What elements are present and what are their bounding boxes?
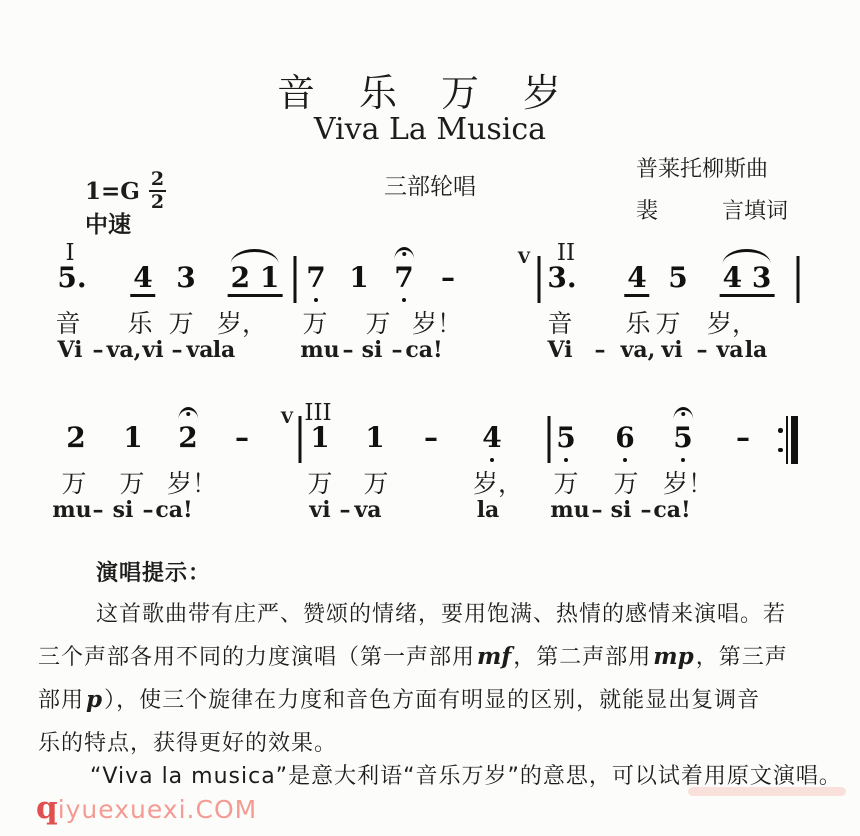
- note: [176, 261, 196, 294]
- lyric-en: va: [716, 337, 744, 363]
- note: [178, 421, 198, 454]
- voice-label-1: I: [65, 240, 75, 266]
- lyric-en: vi: [142, 337, 164, 363]
- form-label: 三部轮唱: [384, 174, 476, 200]
- breath-mark: V: [280, 408, 294, 427]
- note: [615, 421, 635, 454]
- lyric-en: mu: [300, 337, 340, 363]
- lyric-cn: 万: [307, 469, 333, 498]
- note-digit: 2 1: [228, 264, 283, 297]
- tips-text: ，第三声: [695, 645, 788, 670]
- lyric-cn: 万: [61, 469, 87, 498]
- lyric-en: –: [339, 497, 351, 523]
- lyric-en: –: [391, 337, 403, 363]
- note: [57, 261, 87, 294]
- lyric-en: la: [744, 337, 768, 363]
- note: [482, 421, 502, 454]
- note-digit: 5.: [57, 261, 87, 294]
- note-digit: –: [235, 421, 249, 454]
- note: [123, 421, 143, 454]
- note-digit: 2: [178, 421, 198, 454]
- lyric-en: la: [476, 497, 500, 523]
- lyricist-rest: 言填词: [721, 199, 788, 224]
- lyric-en: –: [594, 337, 606, 363]
- lyric-en: si: [361, 337, 383, 363]
- note-group: [720, 261, 775, 297]
- barline: [797, 256, 800, 303]
- lyric-en: ca!: [405, 337, 443, 363]
- note-digit: 4: [624, 264, 649, 297]
- voice-label-3: III: [304, 400, 332, 426]
- end-repeat-barline: [778, 416, 798, 464]
- lyric-en: Vi: [547, 337, 573, 363]
- note: [130, 261, 155, 297]
- voice-label-2: II: [556, 240, 576, 266]
- note-digit: 4 3: [720, 264, 775, 297]
- lyric-cn: 岁！: [166, 469, 218, 498]
- lyric-en: ca!: [155, 497, 193, 523]
- lyric-en: –: [142, 497, 154, 523]
- lyric-cn: 万: [553, 469, 579, 498]
- tempo-marking: 中速: [85, 212, 131, 238]
- tips-text: ，第二声部用: [513, 645, 652, 670]
- lyric-cn: 万: [655, 309, 681, 338]
- credits: [636, 152, 788, 225]
- note-digit: –: [736, 421, 750, 454]
- note-digit: 1: [310, 421, 330, 454]
- tips-line: 乐的特点，获得更好的效果。: [38, 731, 338, 756]
- lyric-en: –: [696, 337, 708, 363]
- page-subtitle: Viva La Musica: [313, 112, 547, 147]
- note-digit: –: [441, 261, 455, 294]
- watermark-q: q: [36, 790, 58, 826]
- note: [66, 421, 86, 454]
- lyric-en: mu: [550, 497, 590, 523]
- note-digit: 4: [130, 264, 155, 297]
- tips-text: 部用: [38, 688, 85, 713]
- note: [394, 261, 414, 294]
- score-system-1: [0, 238, 860, 378]
- lyric-en: ca!: [653, 497, 691, 523]
- note-group: [228, 261, 283, 297]
- lyric-cn: 万: [168, 309, 194, 338]
- watermark-smudge: [688, 787, 846, 796]
- tips-line: [38, 640, 788, 671]
- lyric-cn: 岁！: [411, 309, 463, 338]
- lyric-en: va: [354, 497, 382, 523]
- page-title: 音乐万岁: [276, 71, 605, 115]
- note-digit: 7: [306, 261, 326, 294]
- thick-barline: [791, 416, 798, 464]
- time-signature-numerator: 2: [150, 168, 165, 190]
- note: [547, 261, 577, 294]
- lyric-en: la: [212, 337, 236, 363]
- lyric-en: mu: [52, 497, 92, 523]
- lyric-en: –: [92, 337, 104, 363]
- composer-credit: 普莱托柳斯曲: [636, 157, 769, 182]
- fermata-icon: [394, 247, 414, 260]
- lyricist-credit: [636, 194, 788, 225]
- site-watermark: [36, 790, 257, 826]
- lyric-cn: 万: [365, 309, 391, 338]
- note-digit: 7: [394, 261, 414, 294]
- lyricist-surname: 裴: [636, 199, 659, 224]
- lyric-cn: 万: [119, 469, 145, 498]
- lyric-en: va,: [106, 337, 142, 363]
- tips-line: “Viva la musica”是意大利语“音乐万岁”的意思，可以试着用原文演唱。: [90, 764, 842, 789]
- lyric-cn: 乐: [127, 309, 153, 338]
- lyric-cn: 岁，: [216, 309, 268, 338]
- repeat-dots-icon: [778, 426, 783, 454]
- lyric-en: –: [92, 497, 104, 523]
- lyric-en: –: [640, 497, 652, 523]
- dynamic-mf: mf: [477, 643, 512, 670]
- tips-line: [38, 683, 760, 714]
- key-label: 1=G: [85, 177, 140, 205]
- breath-mark: V: [517, 248, 531, 267]
- note-digit: 5: [673, 421, 693, 454]
- thin-barline: [786, 416, 789, 464]
- note: [365, 421, 385, 454]
- lyric-en: va,: [620, 337, 656, 363]
- lyric-cn: 万: [613, 469, 639, 498]
- note-digit: 1: [365, 421, 385, 454]
- score-system-2: [0, 398, 860, 538]
- time-signature-denominator: 2: [150, 191, 165, 213]
- lyric-en: si: [112, 497, 134, 523]
- note: [673, 421, 693, 454]
- lyric-en: vi: [661, 337, 683, 363]
- tips-heading: 演唱提示：: [96, 561, 212, 586]
- barline: [294, 256, 297, 303]
- barline: [538, 256, 541, 303]
- note-dash: [424, 421, 438, 454]
- lyric-cn: 音: [547, 309, 573, 338]
- fermata-icon: [178, 407, 198, 420]
- note: [668, 261, 688, 294]
- note-digit: 4: [482, 421, 502, 454]
- note-digit: 3: [176, 261, 196, 294]
- watermark-domain: iyuexuexi.COM: [57, 795, 258, 824]
- note-digit: 5: [668, 261, 688, 294]
- lyric-en: va: [186, 337, 214, 363]
- note-digit: 1: [349, 261, 369, 294]
- dynamic-p: p: [86, 686, 103, 713]
- lyric-en: –: [591, 497, 603, 523]
- note-digit: 5: [556, 421, 576, 454]
- note-digit: 6: [615, 421, 635, 454]
- note-digit: 2: [66, 421, 86, 454]
- lyric-cn: 音: [55, 309, 81, 338]
- lyric-cn: 岁！: [662, 469, 714, 498]
- note-dash: [441, 261, 455, 294]
- barline: [548, 416, 551, 463]
- tips-text: ），使三个旋律在力度和音色方面有明显的区别，就能显出复调音: [104, 688, 761, 713]
- lyric-en: –: [342, 337, 354, 363]
- lyric-cn: 万: [363, 469, 389, 498]
- tips-line: 这首歌曲带有庄严、赞颂的情绪，要用饱满、热情的感情来演唱。若: [96, 602, 787, 627]
- fermata-icon: [673, 407, 693, 420]
- note: [349, 261, 369, 294]
- note-digit: 1: [123, 421, 143, 454]
- lyric-en: –: [171, 337, 183, 363]
- note-dash: [235, 421, 249, 454]
- note-digit: –: [424, 421, 438, 454]
- note-dash: [736, 421, 750, 454]
- dynamic-mp: mp: [653, 643, 694, 670]
- lyric-en: si: [610, 497, 632, 523]
- barline: [299, 416, 302, 463]
- lyric-cn: 岁，: [706, 309, 758, 338]
- note: [306, 261, 326, 294]
- note: [624, 261, 649, 297]
- tips-text: 三个声部各用不同的力度演唱（第一声部用: [38, 645, 476, 670]
- note: [556, 421, 576, 454]
- lyric-cn: 乐: [625, 309, 651, 338]
- lyric-cn: 万: [302, 309, 328, 338]
- note: [310, 421, 330, 454]
- lyric-cn: 岁，: [472, 469, 524, 498]
- lyric-en: Vi: [57, 337, 83, 363]
- lyric-en: vi: [309, 497, 331, 523]
- note-digit: 3.: [547, 261, 577, 294]
